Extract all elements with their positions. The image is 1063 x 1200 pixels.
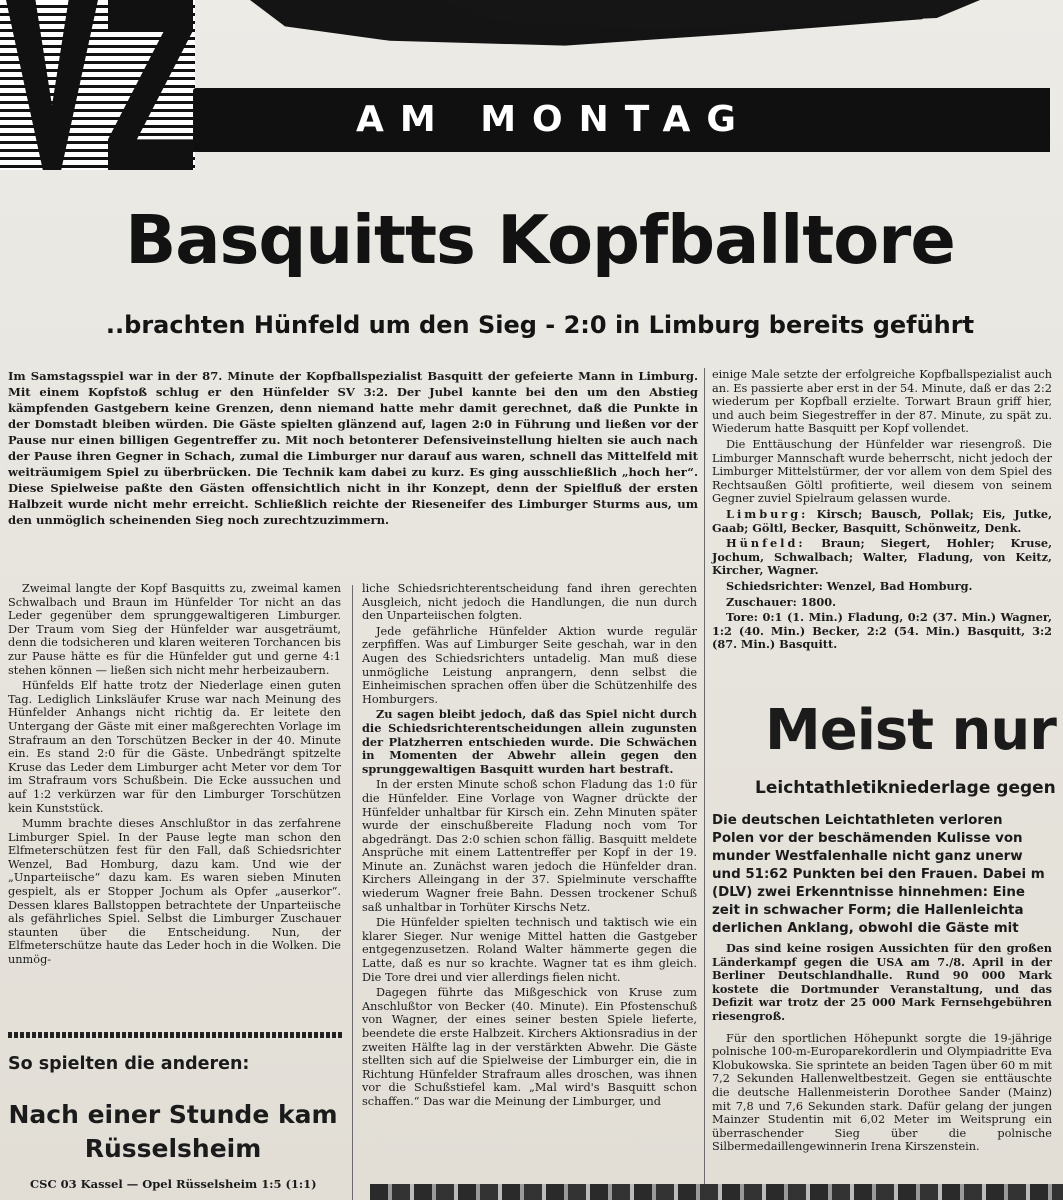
column-rule	[704, 368, 705, 1200]
article2-lead	[712, 812, 1063, 938]
lead-line: munder Westfalenhalle nicht ganz unerw	[712, 849, 1023, 864]
referee-line: Schiedsrichter: Wenzel, Bad Homburg.	[726, 578, 973, 593]
lineup-names: Braun; Siegert, Hohler; Kruse, Jochum, Schwalbach; Walter, Fladung, von Keitz, Kircher, Wagner.	[712, 536, 1053, 578]
lineup-label: Limburg:	[726, 506, 809, 521]
lineup-huenfeld	[712, 537, 1052, 578]
article2-body	[712, 942, 1052, 1162]
column-rule	[352, 585, 353, 1200]
lineup-names: Kirsch; Bausch, Pollak; Eis, Jutke, Gaab; Göltl, Becker, Basquitt, Schönweitz, Denk.	[712, 506, 1052, 535]
section-banner: AM MONTAG	[356, 99, 752, 140]
paragraph: Mumm brachte dieses Anschlußtor in das zerfahrene Limburger Spiel. In der Pause legte man schon den Elfmeterschützen fest für den Fall, daß Schiedsrichter Wenzel, Bad Homburg, dazu kam. Und wie der „Unparteiische“ dazu kam. Es waren sieben Minuten gespielt, als er Stopper Jochum als Opfer „auserkor“. Dessen klares Ballstoppen betrachtete der Unparteiische als gefährliches Spiel. Selbst die Limburger Zuschauer staunten über die Entscheidung. Nun, der Elfmeterschütze haute das Leder hoch in die Wolken. Die unmög-	[8, 817, 341, 967]
paragraph: In der ersten Minute schoß schon Fladung das 1:0 für die Hünfelder. Eine Vorlage von Wagner drückte der Hünfelder unhaltbar für Kirsch ein. Zehn Minuten später wurde der einschußbereite Fladung noch vom Tor abgedrängt. Das 2:0 schien schon fällig. Basquitt meldete Ansprüche mit einem Lattentreffer per Kopf in der 19. Minute an. Zunächst waren jedoch die Hünfelder dran. Kirchers Alleingang in der 37. Spielminute verschaffte wiederum Wagner freie Bahn. Dessen trockener Schuß saß unhaltbar in Torhüter Kirschs Netz.	[362, 778, 697, 914]
paragraph-bold: Das sind keine rosigen Aussichten für den großen Länderkampf gegen die USA am 7./8. April in der Berliner Deutschlandhalle. Rund 90 000 Mark kostete die Dortmunder Veranstaltung, und das Defizit war trotz der 25 000 Mark Fernsehgebühren riesengroß.	[712, 941, 1052, 1023]
sidebar-headline: Nach einer Stunde kam Rüsselsheim	[8, 1100, 338, 1163]
article-column-2	[362, 582, 697, 1111]
headline: Basquitts Kopfballtore	[125, 201, 955, 279]
lead-line: derlichen Anklang, obwohl die Gäste mit	[712, 921, 1019, 936]
spectators-line: Zuschauer: 1800.	[726, 594, 837, 609]
sidebar-section-title: So spielten die anderen:	[8, 1054, 250, 1074]
paragraph: Dagegen führte das Mißgeschick von Kruse zum Anschlußtor von Becker (40. Minute). Ein Pfostenschuß von Wagner, der eines seiner besten Spiele lieferte, beendete die erste Halbzeit. Kirchers Aktionsradius in der zweiten Hälfte lag in der verstärkten Abwehr. Die Gäste stellten sich auf die Spielweise der Limburger ein, die in Richtung Hünfelder Strafraum alles droschen, was ihnen vor die Schußstiefel kam. „Mal wird's Basquitt schon schaffen.“ Das war die Meinung der Limburger, und	[362, 986, 697, 1108]
paragraph: einige Male setzte der erfolgreiche Kopfballspezialist auch an. Es passierte aber erst in der 54. Minute, daß er das 2:2 wiederum per Kopfball erzielte. Torwart Braun griff hier, und auch beim Siegestreffer in der 87. Minute, zu spät zu. Wiederum hatte Basquitt per Kopf vollendet.	[712, 368, 1052, 436]
article2-subheadline: Leichtathletikniederlage gegen	[755, 778, 1056, 798]
lead-line: Polen vor der beschämenden Kulisse von	[712, 831, 1023, 846]
bottom-photo-strip	[370, 1184, 1063, 1200]
lead-paragraph: Im Samstagsspiel war in der 87. Minute der Kopfballspezialist Basquitt der gefeierte Mann in Limburg. Mit einem Kopfstoß schlug er den Hünfelder SV 3:2. Der Jubel kannte bei den um den Abstieg kämpfenden Gastgebern keine Grenzen, denn niemand hatte mehr damit gerechnet, daß die Punkte in der Domstadt bleiben würden. Die Gäste spielten glänzend auf, lagen 2:0 in Führung und ließen vor der Pause nur einen billigen Gegentreffer zu. Mit noch betonterer Defensiveinstellung hielten sie auch nach der Pause ihren Gegner in Schach, zumal die Limburger nur darauf aus waren, schnell das Mittelfeld mit weiträumigem Spiel zu überbrücken. Die Technik kam dabei zu kurz. Es ging ausschließlich „hoch her“. Diese Spielweise paßte den Gästen offensichtlich nicht in ihr Konzept, denn der Spielfluß der ersten Halbzeit wurde nicht mehr erreicht. Schließlich reichte der Rieseneifer des Limburger Sturms aus, um den unmöglich scheinenden Sieg noch zurechtzuzimmern.	[8, 369, 698, 527]
logo	[0, 0, 195, 170]
paragraph: Zweimal langte der Kopf Basquitts zu, zweimal kamen Schwalbach und Braun im Hünfelder Tor nicht an das Leder gegenüber dem sprunggewaltigeren Limburger. Der Traum vom Sieg der Hünfelder war ausgeträumt, denn die todsicheren und klaren weiteren Torchancen bis zur Pause hätte es für die Hünfelder gut und gerne 4:1 stehen können — ließen sich nicht mehr herbeizaubern.	[8, 582, 341, 677]
paragraph: liche Schiedsrichterentscheidung fand ihren gerechten Ausgleich, nicht jedoch die Handlungen, die nun durch den Unparteiischen folgten.	[362, 582, 697, 623]
article2-headline: Meist nur	[765, 698, 1056, 763]
lineup-label: Hünfeld:	[726, 536, 806, 551]
dotted-separator	[8, 1032, 343, 1038]
article-column-1	[8, 582, 341, 969]
article-column-3	[712, 368, 1052, 654]
subheadline: ..brachten Hünfeld um den Sieg - 2:0 in Limburg bereits geführt	[105, 311, 975, 339]
lineup-limburg	[712, 508, 1052, 535]
paragraph: Die Enttäuschung der Hünfelder war riesengroß. Die Limburger Mannschaft wurde beherrscht, nicht jedoch der Limburger Mittelstürmer, der vor allem von dem Spiel des Rechtsaußen Göltl profitierte, weil diesem von seinem Gegner zuviel Spielraum gelassen wurde.	[712, 437, 1052, 506]
masthead	[0, 0, 1063, 185]
paragraph-bold: Zu sagen bleibt jedoch, daß das Spiel nicht durch die Schiedsrichterentscheidungen allein zugunsten der Platzherren entschieden wurde. Die Schwächen in Momenten der Abwehr allein gegen den sprunggewaltigen Basquitt wurden hart bestraft.	[362, 707, 697, 776]
lead-line: und 51:62 Punkten bei den Frauen. Dabei m	[712, 867, 1045, 882]
paragraph: Für den sportlichen Höhepunkt sorgte die 19-jährige polnische 100-m-Europarekordlerin und Olympiadritte Eva Klobukowska. Sie sprintete an beiden Tagen über 60 m mit 7,2 Sekunden Hallenweltbestzeit. Gegen sie enttäuschte die deutsche Hallenmeisterin Dorothee Sander (Mainz) mit 7,8 und 7,6 Sekunden stark. Dafür gelang der jungen Mainzer Studentin mit 6,02 Meter im Weitsprung ein überraschender Sieg über die polnische Silbermedaillengewinnerin Irena Kirszenstein.	[712, 1031, 1052, 1154]
paragraph: Hünfelds Elf hatte trotz der Niederlage einen guten Tag. Lediglich Linksläufer Kruse war nach Meinung des Hünfelder Anhangs nicht richtig da. Er leitete den Untergang der Gäste mit einer maßgerechten Vorlage im Strafraum an den Torschützen Becker in der 40. Minute ein. Es stand 2:0 für die Gäste. Unbedrängt spitzelte Kruse das Leder dem Limburger acht Meter vor dem Tor im Strafraum vors Schußbein. Die Ecke aussuchen und auf 1:2 verkürzen war für den Limburger Torschützen kein Kunststück.	[8, 679, 341, 815]
logo-letter-v	[6, 0, 98, 170]
paragraph: Die Hünfelder spielten technisch und taktisch wie ein klarer Sieger. Nur wenige Mittel hatten die Gastgeber entgegenzusetzen. Roland Walter hämmerte gegen die Latte, daß es nur so krachte. Wagner tat es ihm gleich. Die Tore drei und vier allerdings fielen nicht.	[362, 916, 697, 984]
match-result: CSC 03 Kassel — Opel Rüsselsheim 1:5 (1:1)	[30, 1177, 317, 1191]
lead-line: Die deutschen Leichtathleten verloren	[712, 813, 1003, 828]
lead-line: (DLV) zwei Erkenntnisse hinnehmen: Eine	[712, 885, 1025, 900]
goals-line: Tore: 0:1 (1. Min.) Fladung, 0:2 (37. Min.) Wagner, 1:2 (40. Min.) Becker, 2:2 (54. Min.) Basquitt, 3:2 (87. Min.) Basquitt.	[712, 610, 1052, 652]
logo-letter-z	[108, 0, 193, 170]
paragraph: Jede gefährliche Hünfelder Aktion wurde regulär zerpfiffen. Was auf Limburger Seite geschah, war in den Augen des Schiedsrichters untadelig. Man muß diese unmögliche Leistung anprangern, denn selbst die Einheimischen sprachen offen über die Schützenhilfe des Homburgers.	[362, 624, 697, 706]
lead-line: zeit in schwacher Form; die Hallenleichta	[712, 903, 1024, 918]
